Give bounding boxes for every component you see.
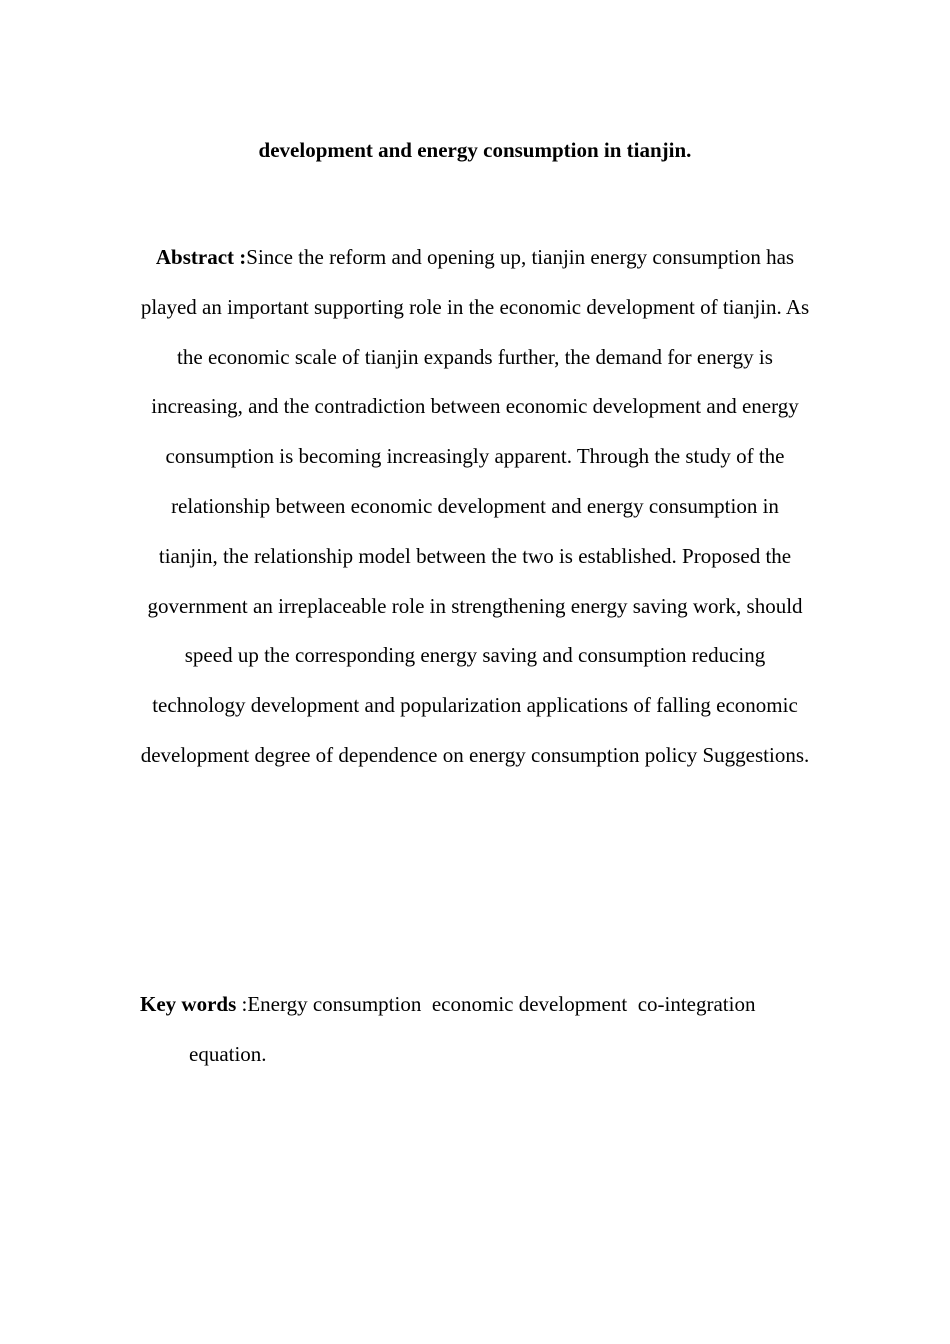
abstract-text: Since the reform and opening up, tianjin energy consumption has played an important supporting role in the economic development of tianjin. As the economic scale of tianjin expands further, the demand for energy is increasing, and the contradiction between economic development and energy consumption is becoming increasingly apparent. Through the study of the relationship between economic development and energy consumption in tianjin, the relationship model between the two is established. Proposed the government an irreplaceable role in strengthening energy saving work, should speed up the corresponding energy saving and consumption reducing technology development and popularization applications of falling economic development degree of dependence on energy consumption policy Suggestions. bbox=[140, 245, 810, 767]
keywords-label: Key words bbox=[140, 992, 237, 1016]
abstract-label: Abstract : bbox=[155, 245, 247, 269]
keywords-paragraph bbox=[140, 980, 829, 1080]
document-title: development and energy consumption in tianjin. bbox=[258, 138, 692, 162]
abstract-paragraph bbox=[140, 233, 810, 781]
keywords-text: :Energy consumption economic development co-integration equation. bbox=[189, 992, 761, 1066]
